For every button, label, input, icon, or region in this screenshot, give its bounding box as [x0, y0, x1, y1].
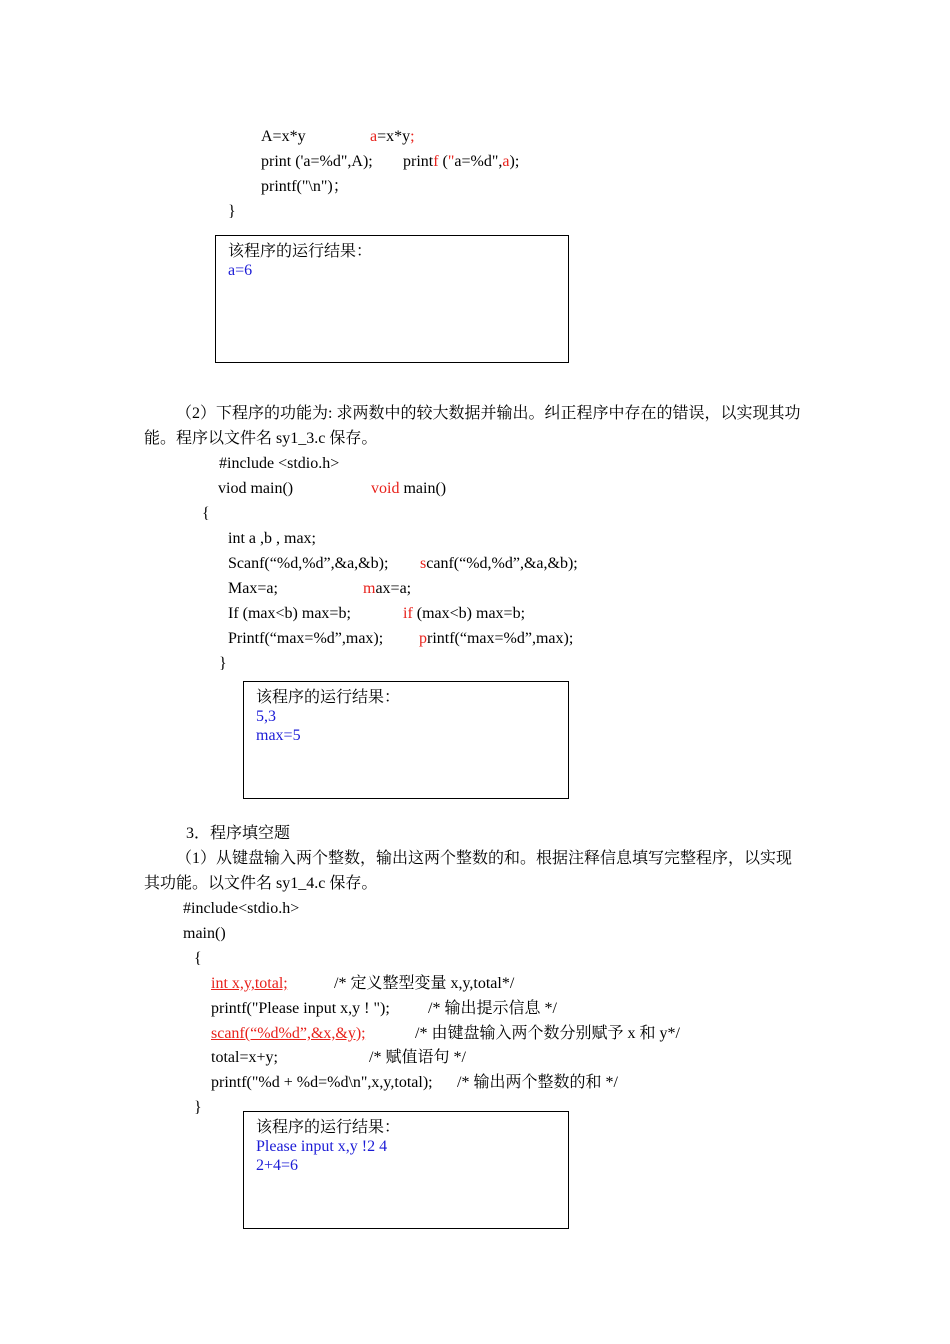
section-3-intro: （1）从键盘输入两个整数，输出这两个整数的和。根据注释信息填写完整程序，以实现	[176, 850, 793, 867]
fix-text: a=%d",	[454, 153, 503, 170]
code-line-wrong: Printf(“max=%d”,max);	[228, 630, 384, 647]
code-comment: /* 输出两个整数的和 */	[457, 1074, 618, 1091]
code-comment: /* 赋值语句 */	[369, 1049, 466, 1066]
code-line-fix	[419, 629, 573, 649]
fix-highlight: ;	[410, 128, 415, 145]
code-line-fix	[363, 579, 411, 599]
fix-text: ax=a;	[375, 580, 412, 597]
fix-highlight: void	[371, 480, 400, 497]
result-label: 该程序的运行结果：	[256, 689, 401, 706]
fix-highlight: s	[420, 555, 427, 572]
fix-text: canf(“%d,%d”,&a,&b);	[426, 555, 578, 572]
code-line: total=x+y;	[211, 1049, 278, 1066]
fix-highlight: m	[363, 580, 376, 597]
fix-highlight: a	[370, 128, 378, 145]
code-line: main()	[183, 925, 226, 942]
section-2-intro-cont: 能。程序以文件名 sy1_3.c 保存。	[144, 430, 378, 447]
code-close-brace: }	[219, 655, 227, 672]
fix-text: rintf(“max=%d”,max);	[427, 630, 574, 647]
fix-highlight: p	[419, 630, 427, 647]
result-output-line: 5,3	[256, 708, 276, 725]
result-output-line: a=6	[228, 262, 253, 279]
result-label: 该程序的运行结果：	[256, 1119, 401, 1136]
code-line-fix	[403, 604, 525, 624]
result-output-line: max=5	[256, 727, 301, 744]
fix-highlight: if	[403, 605, 413, 622]
code-line-fix	[370, 127, 415, 147]
fix-highlight: f	[433, 153, 439, 170]
fix-text: main()	[399, 480, 447, 497]
result-output-line: 2+4=6	[256, 1157, 299, 1174]
code-close-brace: }	[194, 1099, 202, 1116]
section-3-heading: 3．程序填空题	[186, 825, 291, 842]
code-line-wrong: A=x*y	[261, 128, 306, 145]
code-line-fix	[403, 152, 519, 172]
code-line: #include<stdio.h>	[183, 900, 300, 917]
code-open-brace: {	[194, 950, 202, 967]
code-line-wrong: viod main()	[218, 480, 294, 497]
code-line: printf("%d + %d=%d\n",x,y,total);	[211, 1074, 433, 1091]
result-box-3	[243, 1111, 569, 1229]
code-close-brace: }	[228, 203, 236, 220]
code-line-fix	[420, 554, 578, 574]
fix-text: );	[509, 153, 520, 170]
code-comment: /* 定义整型变量 x,y,total*/	[334, 975, 515, 992]
code-line-fix	[371, 479, 446, 499]
result-output-line: Please input x,y !2 4	[256, 1138, 388, 1155]
fix-text: (	[438, 153, 448, 170]
code-line-wrong: Max=a;	[228, 580, 278, 597]
result-label: 该程序的运行结果：	[228, 243, 373, 260]
fix-highlight: "	[447, 153, 455, 170]
code-open-brace: {	[202, 505, 210, 522]
code-line: int a ,b , max;	[228, 530, 316, 547]
section-2-intro: （2）下程序的功能为: 求两数中的较大数据并输出。纠正程序中存在的错误，以实现其功	[176, 405, 801, 422]
section-3-intro-cont: 其功能。以文件名 sy1_4.c 保存。	[144, 875, 378, 892]
result-box-2	[243, 681, 569, 799]
fix-text: print	[403, 153, 434, 170]
fix-text: (max<b) max=b;	[412, 605, 526, 622]
code-comment: /* 由键盘输入两个数分别赋予 x 和 y*/	[415, 1025, 680, 1042]
fix-text: =x*y	[377, 128, 411, 145]
result-box-1	[215, 235, 569, 363]
code-line-wrong: Scanf(“%d,%d”,&a,&b);	[228, 555, 389, 572]
fill-in-answer: scanf(“%d%d”,&x,&y);	[211, 1025, 366, 1042]
code-line: #include <stdio.h>	[219, 455, 340, 472]
code-line: printf("Please input x,y ! ");	[211, 1000, 390, 1017]
code-line: printf("\n")；	[261, 178, 349, 195]
fix-highlight: a	[502, 153, 510, 170]
code-line-wrong: print ('a=%d",A);	[261, 153, 373, 170]
code-comment: /* 输出提示信息 */	[428, 1000, 557, 1017]
code-line-wrong: If (max<b) max=b;	[228, 605, 351, 622]
fill-in-answer: int x,y,total;	[211, 975, 288, 992]
